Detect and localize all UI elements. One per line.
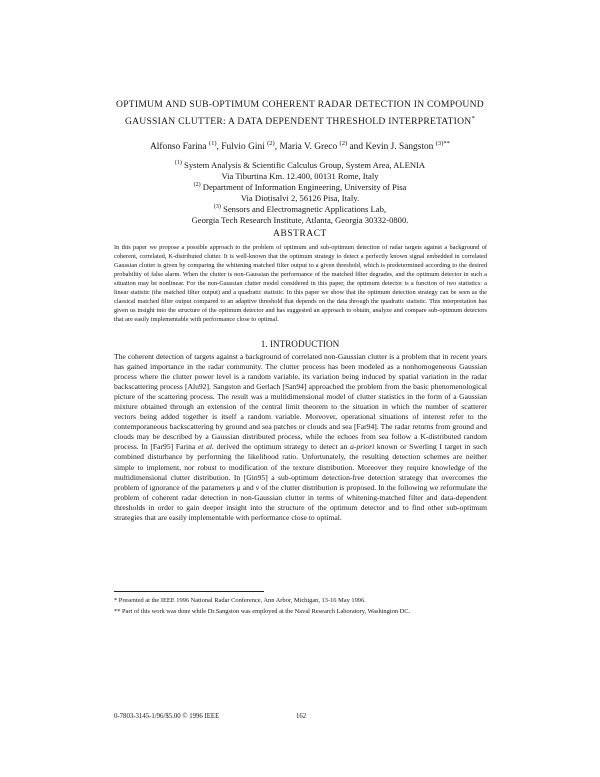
title-line-1: OPTIMUM AND SUB-OPTIMUM COHERENT RADAR DETECTION IN COMPOUND: [116, 99, 484, 110]
introduction-heading: 1. INTRODUCTION: [260, 339, 340, 349]
abstract-text: In this paper we propose a possible approach to the problem of optimum and sub-optimum detection of radar targets against a background of coherent, correlated, K-distributed clutter. It is well-known that the optimum strategy to detect a perfectly known signal embedded in correlated Gaussian clutter is given by comparing the whitening matched filter output to a given threshold, which is predetermined according to the desired probability of false alarm. When the clutter is non-Gaussian the performance of the matched filter degrades, and the optimum detector in such a situation may be nonlinear. For the non-Gaussian clutter model considered in this paper, the optimum detector is a function of two statistics: a linear statistic (the matched filter output) and a quadratic statistic. In this paper we show that the optimum detection strategy can be seen as the classical matched filter output compared to an adaptive threshold that depends on the data through the quadratic statistic. This interpretation has given us insight into the structure of the optimum detector and has suggested an approach to obtain, analyze and compare sub-optimum detectors that are easily implementable with performance close to optimal.: [114, 244, 487, 324]
title-line-2: GAUSSIAN CLUTTER: A DATA DEPENDENT THRESHOLD INTERPRETATION*: [124, 114, 476, 127]
copyright-line: 0-7803-3145-1/96/$5.00 © 1996 IEEE: [114, 713, 220, 720]
abstract-heading: ABSTRACT: [273, 229, 327, 239]
author-list: Alfonso Farina $^{(1)}$, Fulvio Gini $^{(2)}$, Maria V. Greco $^{(2)}$ and Kevin J. Sangston $^{(3)**}$: [150, 139, 450, 152]
title-footnote-mark: *: [471, 114, 476, 122]
affiliation-1: $^{(1)}$ System Analysis & Scientific Calculus Group, System Area, ALENIA Via Tiburtina Km. 12.400, 00131 Rome, Italy: [174, 160, 426, 181]
paper-title: [60, 96, 540, 130]
affiliation-3: $^{(3)}$ Sensors and Electromagnetic Applications Lab, Georgia Tech Research Institute, Atlanta, Georgia 30332-0800.: [191, 204, 409, 225]
page-number: 162: [296, 713, 307, 720]
introduction-paragraph: The coherent detection of targets against a background of correlated non-Gaussian clutter is a problem that in recent years has gained importance in the radar community. The clutter process has been modeled as a nonhomogeneous Gaussian process where the clutter power level is a random variable, its variation being induced by spatial variation in the radar backscattering process [Alu92]. Sangston and Gerlach [San94] approached the problem from the basic phenomenological picture of the scattering process. The result was a multidimensional model of clutter statistics in the form of a Gaussian mixture obtained through an extension of the central limit theorem to the situation in which the number of scatterer vectors being added together is itself a random variable. Moreover, operational situations of interest refer to the contemporaneous backscattering by ground and sea patches or clouds and sea [Far94]. The radar returns from ground and clouds may be described by a Gaussian distributed process, while the echoes from sea follow a K-distributed random process. In [Far95] Farina et al. derived the optimum strategy to detect an a-priori known or Swerling I target in such combined disturbance by performing the likelihood ratio. Unfortunately, the resulting detection schemes are neither simple to implement, nor robust to modification of the texture distribution. Moreover they require knowledge of the multidimensional clutter distribution. In [Gin95] a sub-optimum detection-free detection strategy that overcomes the problem of ignorance of the parameters μ and ν of the clutter distribution is proposed. In the following we reformulate the problem of coherent radar detection in non-Gaussian clutter in terms of whitening-matched filter and data-dependent thresholds in order to gain deeper insight into the structure of the optimum detector and to find other sub-optimum strategies that are easily implementable with performance close to optimal.: [114, 352, 487, 522]
affiliation-2: $^{(2)}$ Department of Information Engineering, University of Pisa Via Diotisalvi 2, 56126 Pisa, Italy.: [193, 182, 407, 203]
footnote-divider: [114, 591, 264, 592]
footnote-2: ** Part of this work was done while Dr.Sangston was employed at the Naval Research Laboratory, Washington DC.: [114, 608, 411, 615]
affiliations: [30, 160, 570, 226]
footnote-1: * Presented at the IEEE 1996 National Radar Conference, Ann Arbor, Michigan, 13-16 May 1996.: [114, 597, 366, 604]
